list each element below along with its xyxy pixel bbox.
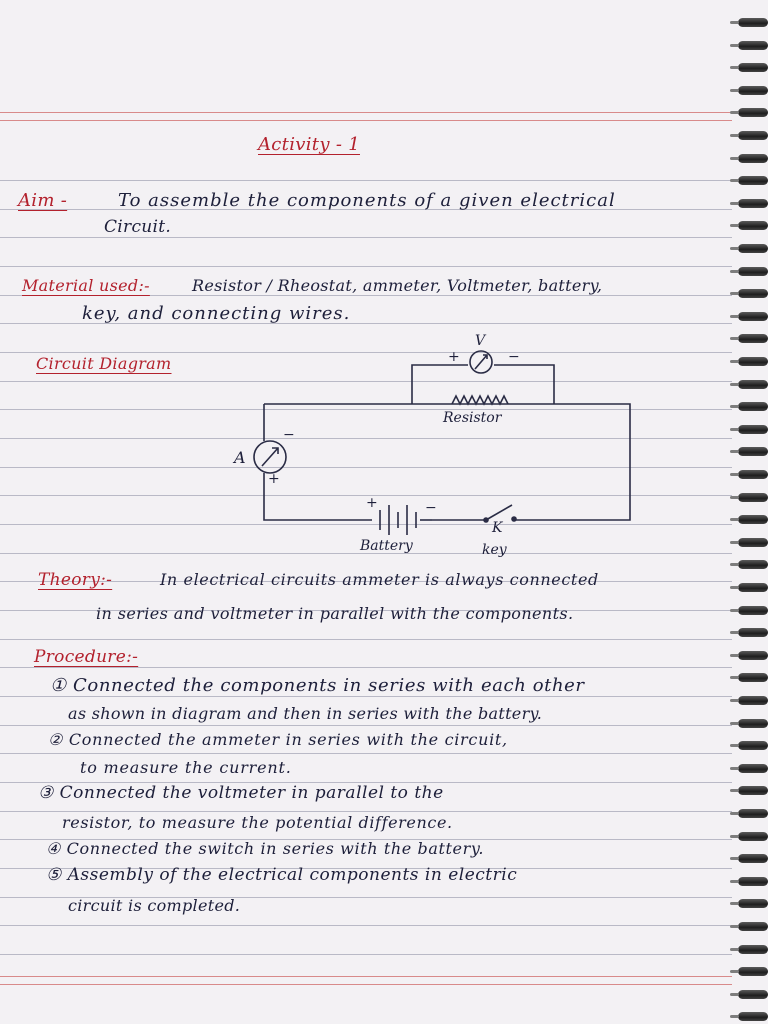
key-terminal [484, 518, 488, 522]
ammeter-plus: + [268, 471, 280, 487]
voltmeter-letter: V [475, 333, 486, 349]
aim-label: Aim - [18, 190, 68, 211]
activity-title: Activity - 1 [258, 134, 360, 155]
theory-line-1: In electrical circuits ammeter is always connected [160, 570, 599, 589]
circuit-diagram-heading: Circuit Diagram [36, 354, 172, 373]
material-label: Material used:- [22, 276, 150, 295]
key-label: key [482, 542, 507, 558]
ammeter-minus: − [283, 427, 295, 443]
key-letter: K [492, 520, 503, 536]
battery-plus: + [366, 495, 378, 511]
resistor-label: Resistor [443, 410, 502, 426]
battery-label: Battery [360, 538, 413, 554]
ammeter-letter: A [234, 448, 246, 467]
ammeter-needle [262, 448, 278, 466]
material-line-1: Resistor / Rheostat, ammeter, Voltmeter, battery, [192, 276, 603, 295]
resistor-symbol [452, 396, 508, 404]
voltmeter-needle [475, 355, 487, 369]
procedure-line: ② Connected the ammeter in series with the circuit, [48, 730, 508, 749]
procedure-label: Procedure:- [34, 647, 139, 667]
battery-minus: − [425, 500, 437, 516]
material-line-2: key, and connecting wires. [82, 303, 351, 324]
procedure-line: resistor, to measure the potential difference. [62, 813, 453, 832]
procedure-line: ③ Connected the voltmeter in parallel to the [38, 783, 444, 803]
procedure-line: ④ Connected the switch in series with the battery. [46, 839, 485, 858]
aim-line-2: Circuit. [104, 217, 172, 237]
battery-symbol [380, 505, 416, 535]
voltmeter-minus: − [508, 349, 520, 365]
aim-line-1: To assemble the components of a given electrical [118, 190, 616, 211]
theory-label: Theory:- [38, 570, 113, 590]
theory-line-2: in series and voltmeter in parallel with the components. [96, 604, 574, 623]
circuit-wire [264, 473, 372, 520]
procedure-line: circuit is completed. [68, 896, 241, 915]
key-terminal [512, 517, 516, 521]
procedure-line: as shown in diagram and then in series with the battery. [68, 704, 543, 723]
voltmeter-plus: + [448, 349, 460, 365]
voltmeter-wire [412, 365, 468, 404]
procedure-line: ① Connected the components in series with each other [50, 675, 585, 696]
procedure-line: ⑤ Assembly of the electrical components in electric [46, 865, 518, 885]
key-switch-arm [486, 505, 512, 520]
procedure-line: to measure the current. [80, 758, 292, 777]
